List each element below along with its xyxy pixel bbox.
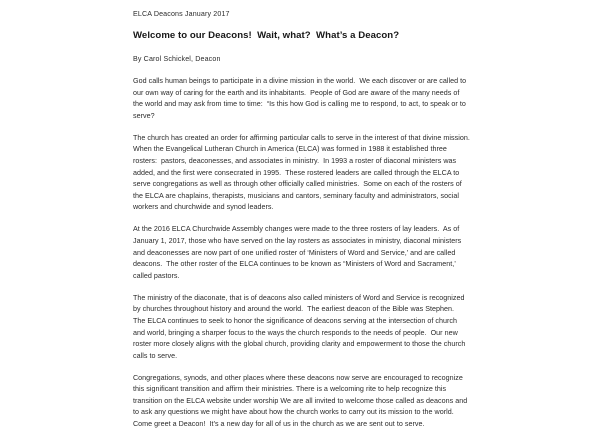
document-body xyxy=(133,9,474,431)
document-header-line: ELCA Deacons January 2017 xyxy=(133,10,230,18)
page-title: Welcome to our Deacons! Wait, what? What’s a Deacon? xyxy=(133,30,400,42)
body-paragraph: At the 2016 ELCA Churchwide Assembly changes were made to the three rosters of lay leaders. As of January 1, 2017, those who have served on the lay rosters as associates in ministry, diaconal ministers and deaconesses are now part of one unified roster of ‘Ministers of Word and Service,’ and are called deacons. The other roster of the ELCA continues to be known as “Ministers of Word and Sacrament,’ called pastors. xyxy=(133,225,464,280)
body-paragraph: God calls human beings to participate in a divine mission in the world. We each discover or are called to our own way of caring for the earth and its inhabitants. People of God are aware of the many needs of the world and may ask from time to time: “Is this how God is calling me to respond, to act, to speak or to serve? xyxy=(133,77,469,120)
body-paragraph: The church has created an order for affirming particular calls to serve in the interest of that divine mission. When the Evangelical Lutheran Church in America (ELCA) was formed in 1988 it established three rosters: pastors, deaconesses, and associates in ministry. In 1993 a roster of diaconal ministers was added, and the first were consecrated in 1995. These rostered leaders are called through the ELCA to serve congregations as well as through other officially called ministries. Some on each of the rosters of the ELCA are chaplains, therapists, musicians and cantors, seminary faculty and administrators, social workers and churchwide and synod leaders. xyxy=(133,133,474,212)
body-paragraph: Congregations, synods, and other places where these deacons now serve are encouraged to recognize this significant transition and affirm their ministries. There is a welcoming rite to help recognize this transition on the ELCA website under worship We are all invited to welcome those called as deacons and to ask any questions we might have about how the church works to carry out its mission to the world. Come greet a Deacon! It’s a new day for all of us in the church as we are sent out to serve. xyxy=(133,373,470,429)
author-byline: By Carol Schickel, Deacon xyxy=(133,54,221,63)
body-paragraph: The ministry of the diaconate, that is of deacons also called ministers of Word and Service is recognized by churches throughout history and around the world. The earliest deacon of the Bible was Stephen. The ELCA continues to seek to honor the significance of deacons serving at the intersection of church and world, bringing a sharper focus to the ways the church responds to the needs of people. Our new roster more closely aligns with the global church, providing clarity and empowerment to those the church calls to serve. xyxy=(133,293,468,360)
